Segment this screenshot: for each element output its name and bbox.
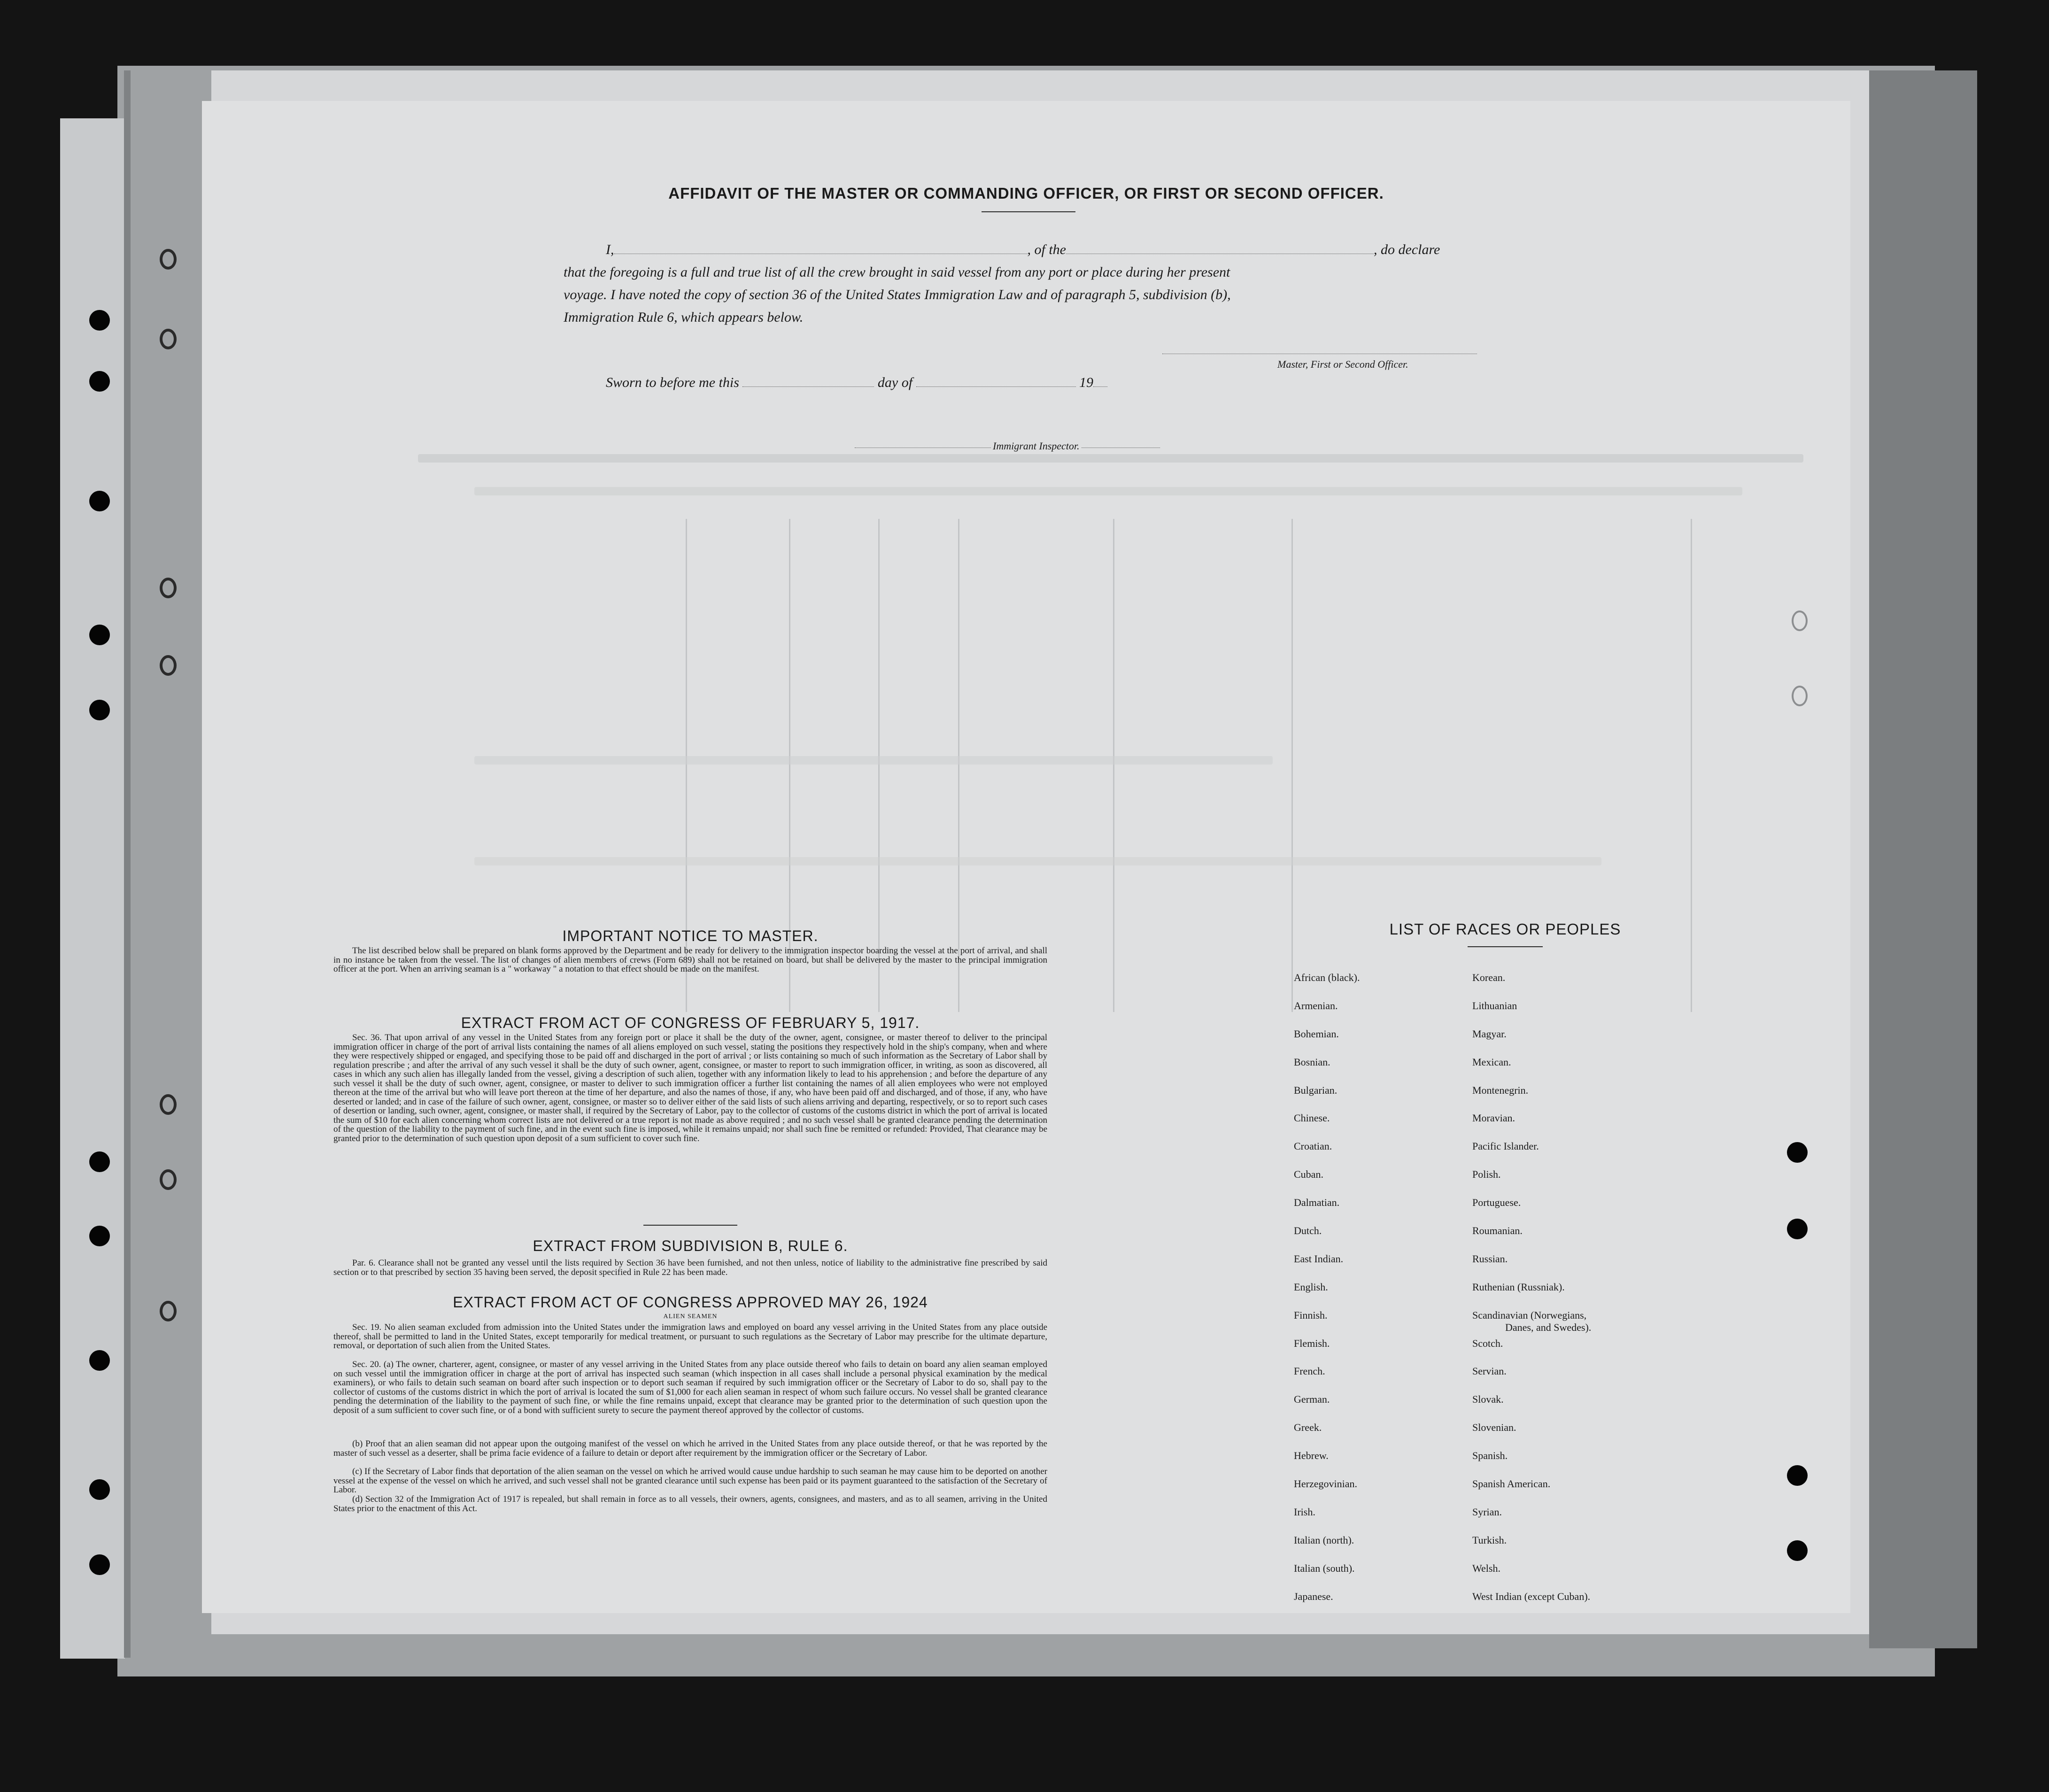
race-item: Russian. bbox=[1472, 1252, 1508, 1265]
races-rule bbox=[1468, 946, 1543, 947]
race-item: Syrian. bbox=[1472, 1506, 1502, 1518]
act-1924-section-20a: Sec. 20. (a) The owner, charterer, agent, consignee, or master of any vessel arriving in the United States from any place outside thereof who fails to detain on board any alien seaman employed on such vessel until the immigration officer in charge at the port of arrival has inspected such seaman (which inspection in all cases shall include a personal physical examination by the medical examiners), or who fails to detain such seaman on board after such inspection or to deport such seaman if required by such immigration officer or the Secretary of Labor to do so, shall pay to the collector of customs of the customs district in which the port of arrival is located the sum of $1,000 for each alien seaman in respect of whom such failure occurs. No vessel shall be granted clearance pending the determination of the liability to the payment of such fine, or while the fine remains unpaid, except that clearance may be granted prior to the determination of such question upon the deposit of a sum sufficient to cover such fine, or of a bond with sufficient surety to secure the payment thereof approved by the collector of customs. bbox=[333, 1359, 1047, 1415]
race-item: Lithuanian bbox=[1472, 999, 1517, 1012]
race-item: Portuguese. bbox=[1472, 1197, 1521, 1209]
race-item: Cuban. bbox=[1294, 1168, 1323, 1181]
act-1924-section-20c: (c) If the Secretary of Labor finds that deportation of the alien seaman on the vessel on which he arrived would cause undue hardship to such seaman he may cause him to be deported on another vessel at the expense of the vessel on which he arrived, and such vessel shall not be granted clearance until such expense has been paid or its payment guaranteed to the satisfaction of the Secretary of Labor. bbox=[333, 1467, 1047, 1495]
binder-hole bbox=[1787, 1219, 1808, 1239]
binder-hole bbox=[89, 625, 110, 645]
race-item: Bosnian. bbox=[1294, 1056, 1330, 1068]
binder-hole bbox=[89, 1151, 110, 1172]
race-item-continuation: Danes, and Swedes). bbox=[1505, 1321, 1592, 1333]
notice-heading: IMPORTANT NOTICE TO MASTER. bbox=[562, 927, 819, 944]
sworn-day-field[interactable] bbox=[742, 386, 874, 387]
race-item: Italian (north). bbox=[1294, 1534, 1354, 1546]
section-rule bbox=[643, 1225, 737, 1226]
race-item: African (black). bbox=[1294, 972, 1360, 983]
race-item: Bohemian. bbox=[1294, 1027, 1339, 1040]
bleed-through-header bbox=[418, 454, 1803, 463]
binder-ring bbox=[160, 1169, 177, 1190]
binder-hole bbox=[89, 1479, 110, 1500]
race-item: Slovak. bbox=[1472, 1393, 1504, 1406]
declarant-label: I, bbox=[606, 242, 614, 257]
binder-hole bbox=[1787, 1142, 1808, 1163]
act-1924-heading: EXTRACT FROM ACT OF CONGRESS APPROVED MAY 26, 1924 bbox=[453, 1294, 928, 1311]
notice-text: The list described below shall be prepared on blank forms approved by the Department and be ready for delivery to the immigration inspector boarding the vessel at the port of arrival, and shall in no instance be taken from the vessel. The list of changes of alien members of crews (Form 689) shall not be retained on board, but shall be delivered by the master to the principal immigration officer at the port. When an arriving seaman is a " workaway " a notation to that effect should be made on the manifest. bbox=[333, 946, 1047, 974]
binder-hole bbox=[89, 700, 110, 720]
race-item: Scotch. bbox=[1472, 1337, 1503, 1349]
year-prefix: 19 bbox=[1079, 375, 1094, 390]
inspector-caption: Immigrant Inspector. bbox=[991, 440, 1082, 452]
race-item: English. bbox=[1294, 1281, 1328, 1293]
race-item-label: Scandinavian (Norwegians, bbox=[1472, 1309, 1587, 1321]
affidavit-title: AFFIDAVIT OF THE MASTER OR COMMANDING OFFICER, OR FIRST OR SECOND OFFICER. bbox=[668, 185, 1384, 202]
affidavit-declaration-line bbox=[606, 242, 1440, 258]
race-item: Mexican. bbox=[1472, 1056, 1511, 1068]
race-item: Montenegrin. bbox=[1472, 1084, 1529, 1096]
binder-hole bbox=[1787, 1465, 1808, 1486]
sworn-year-field[interactable] bbox=[1093, 386, 1107, 387]
binder-ring bbox=[160, 329, 177, 349]
race-item: Roumanian. bbox=[1472, 1225, 1523, 1237]
race-item: Finnish. bbox=[1294, 1309, 1328, 1321]
act-1924-section-19: Sec. 19. No alien seaman excluded from admission into the United States under the immigration laws and employed on board any vessel arriving in the United States from any place outside thereof, shall be permitted to land in the United States, except temporarily for medical treatment, or pursuant to such regulations as the Secretary of Labor may prescribe for the ultimate departure, removal, or deportation of such alien from the United States. bbox=[333, 1322, 1047, 1351]
race-item: Ruthenian (Russniak). bbox=[1472, 1281, 1565, 1293]
faint-ring bbox=[1792, 686, 1808, 706]
title-rule bbox=[982, 211, 1075, 212]
race-item: Spanish. bbox=[1472, 1450, 1508, 1462]
binder-ring bbox=[160, 1301, 177, 1321]
race-item: Croatian. bbox=[1294, 1140, 1332, 1152]
race-item: Chinese. bbox=[1294, 1112, 1330, 1124]
binder-ring bbox=[160, 249, 177, 270]
binder-hole bbox=[89, 310, 110, 331]
race-item: Flemish. bbox=[1294, 1337, 1330, 1349]
act-1924-section-20d: (d) Section 32 of the Immigration Act of 1917 is repealed, but shall remain in force as to all vessels, their owners, agents, consignees, and masters, and as to all seamen, arriving in the United States prior to the enactment of this Act. bbox=[333, 1494, 1047, 1514]
race-item: Pacific Islander. bbox=[1472, 1140, 1539, 1152]
act-1924-section-20b: (b) Proof that an alien seaman did not appear upon the outgoing manifest of the vessel on which he arrived in the United States from any place outside thereof, or that he was reported by the master of such vessel as a deserter, shall be prima facie evidence of a failure to detain or deport after requirement by the immigration officer or the Secretary of Labor. bbox=[333, 1439, 1047, 1458]
sworn-label: Sworn to before me this bbox=[606, 375, 739, 390]
binding-edge bbox=[124, 70, 131, 1658]
binder-hole bbox=[89, 1226, 110, 1246]
bleed-through-row bbox=[474, 857, 1601, 865]
bleed-through-row bbox=[474, 756, 1273, 765]
race-item: Armenian. bbox=[1294, 999, 1338, 1012]
binder-hole bbox=[89, 371, 110, 392]
affidavit-text-line: that the foregoing is a full and true list of all the crew brought in said vessel from any port or place during her present bbox=[564, 264, 1230, 280]
races-heading: LIST OF RACES OR PEOPLES bbox=[1389, 920, 1621, 938]
race-item: Korean. bbox=[1472, 972, 1506, 983]
act-1917-heading: EXTRACT FROM ACT OF CONGRESS OF FEBRUARY 5, 1917. bbox=[461, 1014, 920, 1031]
race-item: Polish. bbox=[1472, 1168, 1501, 1181]
alien-seamen-subheading: ALIEN SEAMEN bbox=[663, 1313, 718, 1320]
race-item: East Indian. bbox=[1294, 1252, 1344, 1265]
race-item: Hebrew. bbox=[1294, 1450, 1329, 1462]
race-item: Magyar. bbox=[1472, 1027, 1507, 1040]
race-item: Turkish. bbox=[1472, 1534, 1507, 1546]
race-item bbox=[1472, 1309, 1590, 1337]
binder-ring bbox=[160, 1094, 177, 1115]
affidavit-text-line: voyage. I have noted the copy of section 36 of the United States Immigration Law and of paragraph 5, subdivision (b), bbox=[564, 287, 1231, 302]
race-item: Herzegovinian. bbox=[1294, 1478, 1357, 1490]
race-item: Japanese. bbox=[1294, 1590, 1333, 1602]
bleed-through-row bbox=[474, 487, 1742, 495]
act-1917-section-36: Sec. 36. That upon arrival of any vessel in the United States from any foreign port or place it shall be the duty of the owner, agent, consignee, or master thereof to deliver to the principal immigration officer in charge of the port of arrival lists containing the names of all aliens employed on such vessel, stating the positions they respectively hold in the ship's company, when and where they were respectively shipped or engaged, and specifying those to be paid off and discharged in the port of arrival ; or lists containing so much of such information as the Secretary of Labor shall by regulation prescribe ; and after the arrival of any such vessel it shall be the duty of such owner, agent, consignee, or master to report to such immigration officer, in writing, as soon as discovered, all cases in which any such alien has illegally landed from the vessel, giving a description of such alien, together with any information likely to lead to his apprehension ; and before the departure of any such vessel it shall be the duty of such owner, agent, consignee, or master to deliver to such immigration officer a further list containing the names of all alien employees who were not employed thereon at the time of the arrival but who will leave port thereon at the time of her departure, and also the names of those, if any, who have been paid off and discharged, and of those, if any, who have deserted or landed; and in case of the failure of such owner, agent, consignee, or master so to deliver either of the said lists of such aliens arriving and departing, respectively, or so to report such cases of desertion or landing, such owner, agent, consignee, or master shall, if required by the Secretary of Labor, pay to the collector of customs of the customs district in which the port of arrival is located the sum of $10 for each alien concerning whom correct lists are not delivered or a true report is not made as above required ; and no such vessel shall be granted clearance pending the determination of the question of the liability to the payment of such fine, and in the event such fine is imposed, while it remains unpaid; nor shall such fine be remitted or refunded: Provided, That clearance may be granted prior to the determination of such question upon deposit of a sum sufficient to cover such fine. bbox=[333, 1033, 1047, 1143]
race-item: French. bbox=[1294, 1365, 1325, 1377]
race-item: Bulgarian. bbox=[1294, 1084, 1338, 1096]
race-item: Spanish American. bbox=[1472, 1478, 1551, 1490]
race-item: German. bbox=[1294, 1393, 1330, 1406]
binder-hole bbox=[89, 1554, 110, 1575]
race-item: Slovenian. bbox=[1472, 1421, 1516, 1434]
race-item: Dutch. bbox=[1294, 1225, 1322, 1237]
race-item: Irish. bbox=[1294, 1506, 1315, 1518]
binder-hole bbox=[1787, 1540, 1808, 1561]
sworn-month-field[interactable] bbox=[916, 386, 1076, 387]
document-page bbox=[202, 101, 1850, 1613]
race-item: Moravian. bbox=[1472, 1112, 1515, 1124]
race-item: Italian (south). bbox=[1294, 1562, 1355, 1574]
race-item: Greek. bbox=[1294, 1421, 1322, 1434]
race-item: West Indian (except Cuban). bbox=[1472, 1590, 1591, 1602]
bleed-through-rule bbox=[1113, 519, 1114, 1012]
binder-ring bbox=[160, 655, 177, 676]
day-of-label: day of bbox=[877, 375, 913, 390]
rule-6-heading: EXTRACT FROM SUBDIVISION B, RULE 6. bbox=[533, 1237, 848, 1254]
binder-ring bbox=[160, 578, 177, 598]
page-stack-edge bbox=[1869, 70, 1977, 1648]
sworn-line bbox=[606, 375, 1107, 391]
vessel-label: , of the bbox=[1027, 242, 1066, 257]
master-signature-caption: Master, First or Second Officer. bbox=[1277, 358, 1408, 370]
faint-ring bbox=[1792, 610, 1808, 631]
affidavit-text-line: Immigration Rule 6, which appears below. bbox=[564, 309, 804, 325]
declare-label: , do declare bbox=[1374, 242, 1440, 257]
race-item: Welsh. bbox=[1472, 1562, 1500, 1574]
binder-hole bbox=[89, 491, 110, 511]
races-right-column bbox=[1472, 972, 1590, 1618]
binder-hole bbox=[89, 1350, 110, 1371]
race-item: Dalmatian. bbox=[1294, 1197, 1340, 1209]
binding-strip bbox=[60, 118, 125, 1659]
rule-6-paragraph: Par. 6. Clearance shall not be granted any vessel until the lists required by Section 36 have been furnished, and not then unless, notice of liability to the administrative fine prescribed by said section or to that prescribed by section 35 having been served, the deposit specified in Rule 22 has been made. bbox=[333, 1258, 1047, 1277]
race-item: Servian. bbox=[1472, 1365, 1507, 1377]
races-left-column bbox=[1294, 972, 1360, 1618]
